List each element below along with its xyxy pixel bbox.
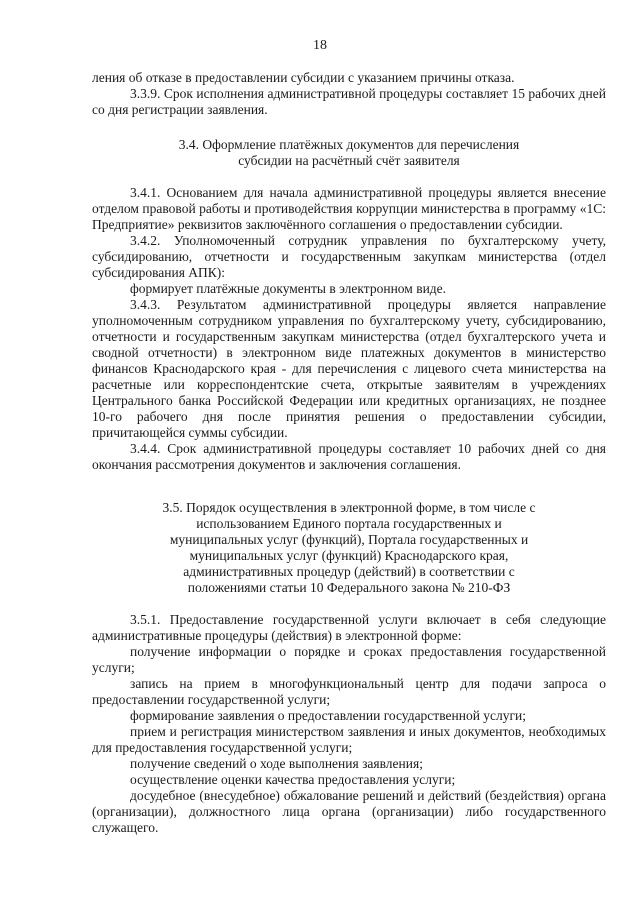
section-3-4-heading: 3.4. Оформление платёжных документов для перечисления субсидии на расчётный счёт заявителя (178, 137, 520, 168)
paragraph-3-3-9: 3.3.9. Срок исполнения административной процедуры составляет 15 рабочих дней со дня регистрации заявления. (92, 86, 606, 117)
list-item-quality: осуществление оценки качества предоставления услуги; (130, 772, 456, 787)
list-item-info: получение информации о порядке и сроках предоставления государственной услуги; (92, 644, 606, 675)
paragraph-3-4-3: 3.4.3. Результатом административной процедуры является направление уполномоченным сотрудником управления по бухгалтерскому учету, субсидированию, отчетности и государственным закупкам министерства (отдел бухгалтерского учета и сводной отчетности) в электронном виде платежных документов в министерство финансов Краснодарского края - для перечисления с лицевого счета министерства на расчетные или корреспондентские счета, открытые заявителям в учреждениях Центрального банка Российской Федерации или кредитных организациях, не позднее 10-го рабочего дня после принятия решения о предоставлении субсидии, причитающейся суммы субсидии. (92, 297, 606, 440)
list-item-appointment: запись на прием в многофункциональный центр для подачи запроса о предоставлении государственной услуги; (92, 676, 606, 707)
paragraph-3-4-4: 3.4.4. Срок административной процедуры составляет 10 рабочих дней со дня окончания рассмотрения документов и заключения соглашения. (92, 441, 606, 472)
list-item-appeal: досудебное (внесудебное) обжалование решений и действий (бездействия) органа (организации), должностного лица органа (организации) либо государственного служащего. (92, 788, 606, 835)
block-3-4 (92, 185, 606, 473)
paragraph-3-5-1: 3.5.1. Предоставление государственной услуги включает в себя следующие административные процедуры (действия) в электронной форме: (92, 612, 606, 643)
block-3-3-end (92, 70, 606, 118)
paragraph-3-4-2: 3.4.2. Уполномоченный сотрудник управления по бухгалтерскому учету, субсидированию, отчетности и государственным закупкам министерства (отдел субсидирования АПК): (92, 233, 606, 280)
list-item-form: формирование заявления о предоставлении государственной услуги; (130, 708, 527, 723)
list-item-status: получение сведений о ходе выполнения заявления; (130, 756, 423, 771)
page-number: 18 (313, 38, 327, 53)
paragraph-3-4-2-item: формирует платёжные документы в электронном виде. (130, 281, 447, 296)
paragraph-3-4-1: 3.4.1. Основанием для начала административной процедуры является внесение отделом правовой работы и противодействия коррупции министерства в программу «1С: Предприятие» реквизитов заключённого соглашения о предоставлении субсидии. (92, 185, 606, 232)
paragraph-continuation: ления об отказе в предоставлении субсидии с указанием причины отказа. (92, 70, 515, 85)
block-3-5 (92, 612, 606, 836)
section-3-5-heading: 3.5. Порядок осуществления в электронной форме, в том числе с использованием Единого портала государственных и муниципальных услуг (функций), Портала государственных и муниципальных услуг (функций) Краснодарского края, административных процедур (действий) в соответствии с положениями статьи 10 Федерального закона № 210-ФЗ (162, 500, 536, 595)
list-item-registration: прием и регистрация министерством заявления и иных документов, необходимых для предоставления государственной услуги; (92, 724, 606, 755)
